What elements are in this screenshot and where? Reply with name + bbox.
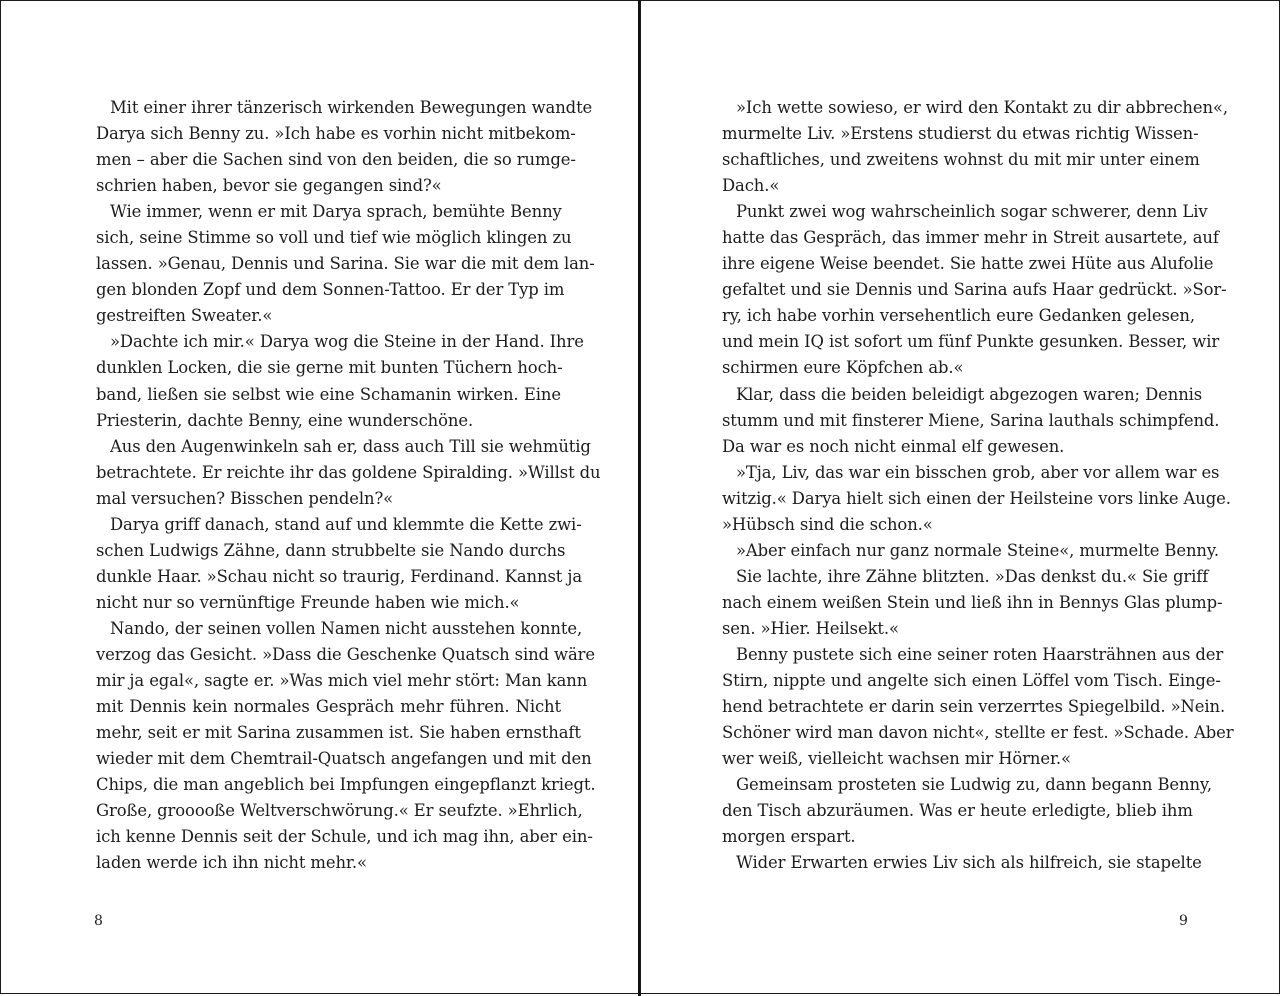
text-line: dunkle Haar. »Schau nicht so traurig, Ferdinand. Kannst ja xyxy=(96,566,583,586)
text-line: witzig.« Darya hielt sich einen der Heilsteine vors linke Auge. xyxy=(722,488,1231,508)
text-line: ry, ich habe vorhin versehentlich eure Gedanken gelesen, xyxy=(722,306,1195,326)
text-line: wer weiß, vielleicht wachsen mir Hörner.« xyxy=(722,749,1071,769)
text-line: Chips, die man angeblich bei Impfungen eingepflanzt kriegt. xyxy=(96,775,596,795)
text-line: Priesterin, dachte Benny, eine wunderschöne. xyxy=(96,410,474,430)
text-line: murmelte Liv. »Erstens studierst du etwas richtig Wissen- xyxy=(722,124,1199,144)
text-line: den Tisch abzuräumen. Was er heute erledigte, blieb ihm xyxy=(722,801,1193,821)
page-number: 9 xyxy=(1179,913,1188,929)
left-page-text xyxy=(96,95,601,876)
text-line: Gemeinsam prosteten sie Ludwig zu, dann begann Benny, xyxy=(736,775,1213,795)
text-line: schrien haben, bevor sie gegangen sind?« xyxy=(96,176,442,196)
text-line: Stirn, nippte und angelte sich einen Löffel vom Tisch. Einge- xyxy=(722,671,1221,691)
text-line: Benny pustete sich eine seiner roten Haarsträhnen aus der xyxy=(736,644,1224,664)
text-line: laden werde ich ihn nicht mehr.« xyxy=(96,853,367,873)
text-line: und mein IQ ist sofort um fünf Punkte gesunken. Besser, wir xyxy=(722,332,1220,352)
text-line: »Tja, Liv, das war ein bisschen grob, aber vor allem war es xyxy=(736,462,1220,482)
text-line: nicht nur so vernünftige Freunde haben wie mich.« xyxy=(96,592,520,612)
text-line: mir ja egal«, sagte er. »Was mich viel mehr stört: Man kann xyxy=(96,671,588,691)
text-line: schen Ludwigs Zähne, dann strubbelte sie Nando durchs xyxy=(96,540,566,560)
text-line: wieder mit dem Chemtrail-Quatsch angefangen und mit den xyxy=(96,749,592,769)
text-line: Darya griff danach, stand auf und klemmte die Kette zwi- xyxy=(110,514,582,534)
left-page xyxy=(0,0,640,994)
text-line: sen. »Hier. Heilsekt.« xyxy=(722,618,899,638)
text-line: nach einem weißen Stein und ließ ihn in Bennys Glas plump- xyxy=(722,592,1223,612)
text-line: Große, grooooße Weltverschwörung.« Er seufzte. »Ehrlich, xyxy=(96,801,583,821)
text-line: mehr, seit er mit Sarina zusammen ist. Sie haben ernsthaft xyxy=(96,723,581,743)
text-line: mit Dennis kein normales Gespräch mehr führen. Nicht xyxy=(96,697,561,717)
text-line: sich, seine Stimme so voll und tief wie möglich klingen zu xyxy=(96,228,572,248)
text-line: Schöner wird man davon nicht«, stellte er fest. »Schade. Aber xyxy=(722,723,1234,743)
text-line: hend betrachtete er darin sein verzerrtes Spiegelbild. »Nein. xyxy=(722,697,1226,717)
text-line: stumm und mit finsterer Miene, Sarina lauthals schimpfend. xyxy=(722,410,1220,430)
text-line: »Hübsch sind die schon.« xyxy=(722,514,933,534)
text-line: hatte das Gespräch, das immer mehr in Streit ausartete, auf xyxy=(722,228,1219,248)
text-line: Klar, dass die beiden beleidigt abgezogen waren; Dennis xyxy=(736,384,1203,404)
text-line: ich kenne Dennis seit der Schule, und ich mag ihn, aber ein- xyxy=(96,827,593,847)
text-line: »Dachte ich mir.« Darya wog die Steine in der Hand. Ihre xyxy=(110,332,584,352)
text-line: lassen. »Genau, Dennis und Sarina. Sie war die mit dem lan- xyxy=(96,254,595,274)
text-line: mal versuchen? Bisschen pendeln?« xyxy=(96,488,394,508)
text-line: Wie immer, wenn er mit Darya sprach, bemühte Benny xyxy=(110,202,562,222)
text-line: gestreiften Sweater.« xyxy=(96,306,273,326)
text-line: men – aber die Sachen sind von den beiden, die so rumge- xyxy=(96,150,576,170)
text-line: ihre eigene Weise beendet. Sie hatte zwei Hüte aus Alufolie xyxy=(722,254,1214,274)
text-line: Aus den Augenwinkeln sah er, dass auch Till sie wehmütig xyxy=(110,436,591,456)
text-line: Punkt zwei wog wahrscheinlich sogar schwerer, denn Liv xyxy=(736,202,1208,222)
text-line: Nando, der seinen vollen Namen nicht ausstehen konnte, xyxy=(110,618,583,638)
text-line: Mit einer ihrer tänzerisch wirkenden Bewegungen wandte xyxy=(110,98,593,117)
text-line: schirmen eure Köpfchen ab.« xyxy=(722,358,964,378)
text-line: Sie lachte, ihre Zähne blitzten. »Das denkst du.« Sie griff xyxy=(736,566,1209,586)
text-line: »Ich wette sowieso, er wird den Kontakt zu dir abbrechen«, xyxy=(736,98,1228,117)
text-line: Dach.« xyxy=(722,176,780,196)
right-page xyxy=(640,0,1280,994)
text-line: betrachtete. Er reichte ihr das goldene Spiralding. »Willst du xyxy=(96,462,601,482)
text-line: dunklen Locken, die sie gerne mit bunten Tüchern hoch- xyxy=(96,358,563,378)
text-line: band, ließen sie selbst wie eine Schamanin wirken. Eine xyxy=(96,384,561,404)
text-line: gefaltet und sie Dennis und Sarina aufs Haar gedrückt. »Sor- xyxy=(722,280,1227,300)
text-line: Wider Erwarten erwies Liv sich als hilfreich, sie stapelte xyxy=(736,853,1202,873)
text-line: Da war es noch nicht einmal elf gewesen. xyxy=(722,436,1065,456)
text-line: gen blonden Zopf und dem Sonnen-Tattoo. Er der Typ im xyxy=(96,280,565,300)
text-line: verzog das Gesicht. »Dass die Geschenke Quatsch sind wäre xyxy=(96,644,595,664)
right-page-text xyxy=(722,95,1234,876)
text-line: schaftliches, und zweitens wohnst du mit mir unter einem xyxy=(722,150,1200,170)
text-line: »Aber einfach nur ganz normale Steine«, murmelte Benny. xyxy=(736,540,1219,560)
page-number: 8 xyxy=(94,913,103,929)
text-line: morgen erspart. xyxy=(722,827,856,847)
text-line: Darya sich Benny zu. »Ich habe es vorhin nicht mitbekom- xyxy=(96,124,576,144)
